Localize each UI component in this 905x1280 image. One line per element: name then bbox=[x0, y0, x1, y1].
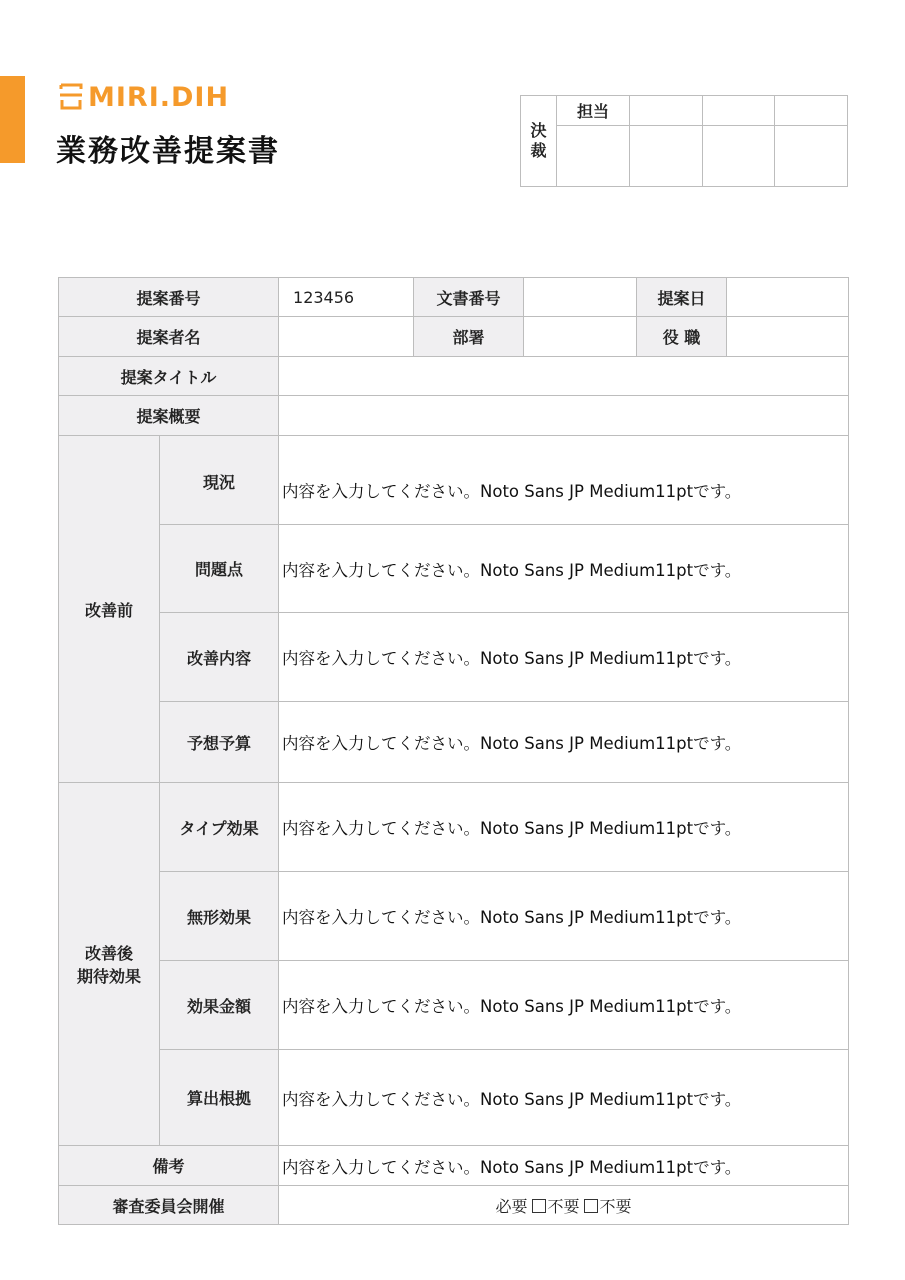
review-option2-label: 不要 bbox=[599, 1196, 632, 1216]
proposer-name-field[interactable] bbox=[279, 317, 414, 357]
approval-tantou-label: 担当 bbox=[557, 96, 630, 126]
effect-amount-label: 効果金額 bbox=[160, 961, 279, 1050]
intangible-effect-field[interactable]: 内容を入力してください。Noto Sans JP Medium11ptです。 bbox=[279, 872, 849, 961]
approval-stamp-cell[interactable] bbox=[702, 126, 775, 187]
estimated-budget-label: 予想予算 bbox=[160, 702, 279, 783]
approval-stamp-cell[interactable] bbox=[775, 126, 848, 187]
approval-header-cell bbox=[630, 96, 703, 126]
proposal-number-value[interactable]: 123456 bbox=[279, 278, 414, 317]
proposal-form bbox=[58, 277, 849, 1225]
position-label: 役 職 bbox=[637, 317, 727, 357]
improvement-content-label: 改善内容 bbox=[160, 613, 279, 702]
proposal-summary-field[interactable] bbox=[279, 396, 849, 436]
department-field[interactable] bbox=[524, 317, 637, 357]
review-committee-options bbox=[279, 1186, 849, 1225]
approval-header-cell bbox=[775, 96, 848, 126]
calculation-basis-field[interactable]: 内容を入力してください。Noto Sans JP Medium11ptです。 bbox=[279, 1050, 849, 1146]
remarks-field[interactable]: 内容を入力してください。Noto Sans JP Medium11ptです。 bbox=[279, 1146, 849, 1186]
document-number-label: 文書番号 bbox=[414, 278, 524, 317]
after-improvement-label-line2: 期待効果 bbox=[76, 967, 141, 986]
review-committee-label: 審査委員会開催 bbox=[59, 1186, 279, 1225]
type-effect-label: タイプ効果 bbox=[160, 783, 279, 872]
approval-label: 決 裁 bbox=[521, 96, 557, 187]
problem-label: 問題点 bbox=[160, 525, 279, 613]
calculation-basis-label: 算出根拠 bbox=[160, 1050, 279, 1146]
company-logo bbox=[56, 80, 229, 114]
improvement-content-field[interactable]: 内容を入力してください。Noto Sans JP Medium11ptです。 bbox=[279, 613, 849, 702]
after-improvement-label-line1: 改善後 bbox=[84, 944, 133, 963]
approval-header-cell bbox=[702, 96, 775, 126]
document-title: 業務改善提案書 bbox=[56, 134, 280, 169]
effect-amount-field[interactable]: 内容を入力してください。Noto Sans JP Medium11ptです。 bbox=[279, 961, 849, 1050]
after-improvement-label bbox=[59, 783, 160, 1146]
proposer-name-label: 提案者名 bbox=[59, 317, 279, 357]
department-label: 部署 bbox=[414, 317, 524, 357]
logo-text: MIRI.DIH bbox=[88, 81, 230, 113]
problem-field[interactable]: 内容を入力してください。Noto Sans JP Medium11ptです。 bbox=[279, 525, 849, 613]
accent-bar bbox=[0, 76, 25, 163]
proposal-date-field[interactable] bbox=[727, 278, 849, 317]
logo-mark-icon bbox=[56, 82, 86, 112]
approval-stamp-cell[interactable] bbox=[557, 126, 630, 187]
before-improvement-label: 改善前 bbox=[59, 436, 160, 783]
approval-stamp-cell[interactable] bbox=[630, 126, 703, 187]
approval-box bbox=[520, 95, 848, 187]
proposal-number-label: 提案番号 bbox=[59, 278, 279, 317]
type-effect-field[interactable]: 内容を入力してください。Noto Sans JP Medium11ptです。 bbox=[279, 783, 849, 872]
document-number-field[interactable] bbox=[524, 278, 637, 317]
review-option1-label: 不要 bbox=[547, 1196, 580, 1216]
proposal-title-label: 提案タイトル bbox=[59, 357, 279, 396]
review-option1-checkbox[interactable] bbox=[532, 1199, 546, 1213]
proposal-title-field[interactable] bbox=[279, 357, 849, 396]
intangible-effect-label: 無形効果 bbox=[160, 872, 279, 961]
estimated-budget-field[interactable]: 内容を入力してください。Noto Sans JP Medium11ptです。 bbox=[279, 702, 849, 783]
review-option2-checkbox[interactable] bbox=[584, 1199, 598, 1213]
current-status-field[interactable]: 内容を入力してください。Noto Sans JP Medium11ptです。 bbox=[279, 436, 849, 525]
review-required-text: 必要 bbox=[495, 1196, 528, 1216]
proposal-summary-label: 提案概要 bbox=[59, 396, 279, 436]
position-field[interactable] bbox=[727, 317, 849, 357]
remarks-label: 備考 bbox=[59, 1146, 279, 1186]
proposal-date-label: 提案日 bbox=[637, 278, 727, 317]
current-status-label: 現況 bbox=[160, 436, 279, 525]
